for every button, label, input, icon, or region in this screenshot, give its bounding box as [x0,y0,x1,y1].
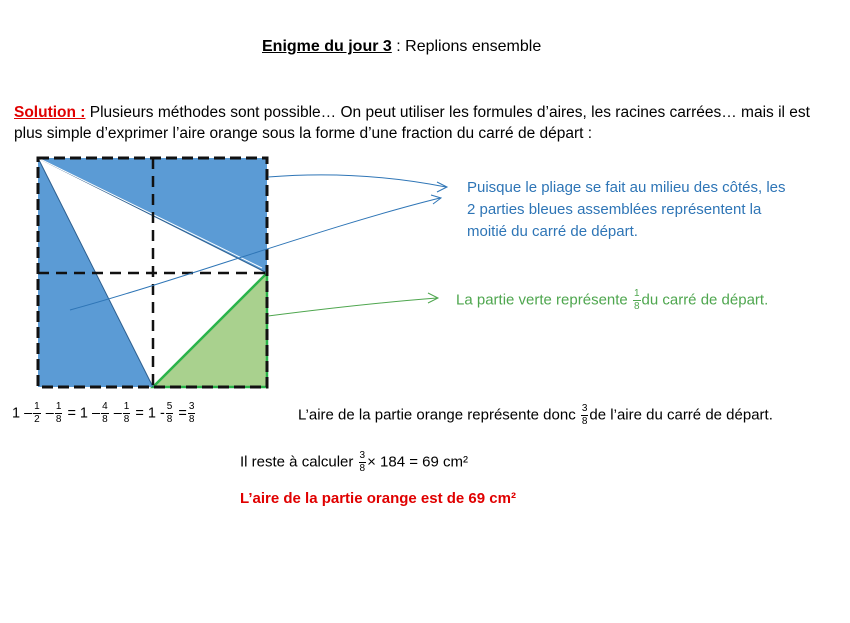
orange-part-statement: L’aire de la partie orange représente donc $\frac{3}{8}$ de l’aire du carré de départ. [298,403,773,427]
fraction-6: $\frac{3}{8}$ [188,401,195,425]
green-note [456,289,768,312]
green-fraction: $\frac{1}{8}$ [633,288,640,312]
fraction-3: $\frac{4}{8}$ [102,401,108,425]
green-note-after: du carré de départ. [641,291,769,309]
solution-label: Solution : [14,104,86,121]
blue-note [467,177,786,243]
final-result: L’aire de la partie orange est de 69 cm² [240,490,516,507]
green-region [153,273,267,387]
green-arrow [268,298,437,316]
solution-text-1: Plusieurs méthodes sont possible… On peut utiliser les formules d’aires, les racines carrées… mais il est [89,104,810,121]
title-prefix: Enigme du jour 3 [262,38,392,55]
blue-arrow-1 [268,175,446,187]
solution-line-2: plus simple d’exprimer l’aire orange sous la forme d’une fraction du carré de départ : [14,125,593,142]
orange-fraction: $\frac{3}{8}$ [581,403,588,427]
fraction-equation: 1 – $\frac{1}{2}$ – $\frac{1}{8}$ = 1 – $\frac{4}{8}$ – $\frac{1}{8}$ = 1 - $\frac{5}{8}$ = $\frac{3}{8}$ [12,401,195,425]
title-suffix: : Replions ensemble [391,38,542,55]
blue-note-line-1: Puisque le pliage se fait au milieu des côtés, les [467,179,786,196]
blue-note-line-3: moitié du carré de départ. [467,223,638,240]
blue-note-line-2: 2 parties bleues assemblées représentent la [467,201,762,218]
fraction-1: $\frac{1}{2}$ [34,401,40,425]
fraction-4: $\frac{1}{8}$ [123,401,130,425]
calculation-line: Il reste à calculer $\frac{3}{8}$ × 184 = 69 cm² [240,450,469,474]
fraction-5: $\frac{5}{8}$ [166,401,173,425]
green-note-before: La partie verte représente [456,291,632,309]
fraction-2: $\frac{1}{8}$ [55,401,62,425]
calc-fraction: $\frac{3}{8}$ [359,450,366,474]
